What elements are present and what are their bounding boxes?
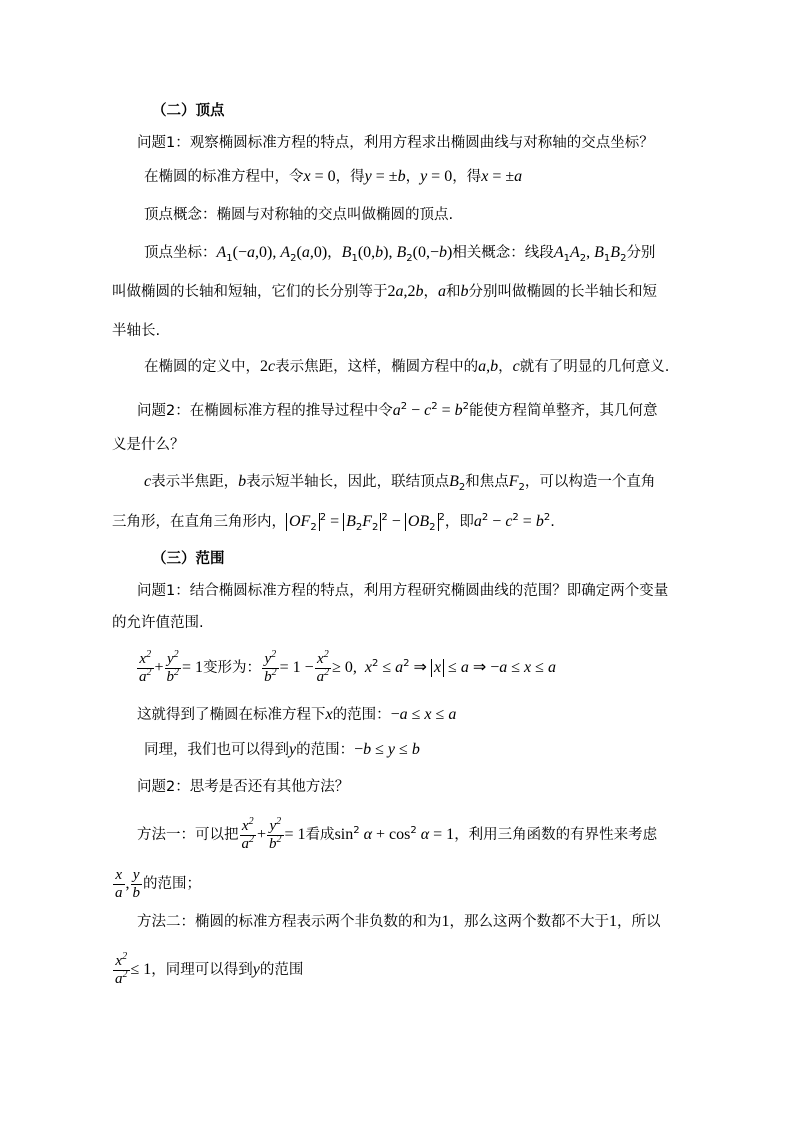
section-heading-range: （三）范围 bbox=[152, 551, 225, 567]
question-2-range: 问题2：思考是否还有其他方法？ bbox=[137, 779, 350, 795]
question-2-vertices-end: 义是什么？ bbox=[112, 437, 185, 453]
y-range-line: 同理，我们也可以得到y的范围：−b ≤ y ≤ b bbox=[144, 741, 420, 758]
right-triangle-line: 三角形，在直角三角形内， $OF_2^2 = B_2F_2^2 - OB_2^2$，即$a^2 - c^2 = b^2$. bbox=[112, 512, 555, 533]
question-1-range-end: 的允许值范围. bbox=[112, 615, 204, 631]
question-1-vertices: 问题1：观察椭圆标准方程的特点，利用方程求出椭圆曲线与对称轴的交点坐标？ bbox=[137, 135, 654, 151]
focal-distance-line: 在椭圆的定义中，2c表示焦距，这样，椭圆方程中的a,b，c就有了明显的几何意义. bbox=[144, 358, 670, 375]
vertex-concept-line: 顶点概念：椭圆与对称轴的交点叫做椭圆的顶点. bbox=[144, 207, 454, 223]
question-1-range: 问题1：结合椭圆标准方程的特点，利用方程研究椭圆曲线的范围？即确定两个变量 bbox=[137, 583, 669, 599]
method-2-line-end: $\frac{x^2}{a^2}$ ≤ 1，同理可以得到y的范围 bbox=[115, 950, 304, 987]
vertex-coordinates-line: 顶点坐标：$A_1(-a,0)$, $A_2(a,0)$，$B_1(0,b)$, $B_2(0,-b)$相关概念：线段$A_1A_2$, $B_1B_2$分别 bbox=[144, 244, 656, 264]
x-range-line: 这就得到了椭圆在标准方程下x的范围：−a ≤ x ≤ a bbox=[137, 706, 457, 723]
vertex-derivation-line: 在椭圆的标准方程中，令x = 0，得y = ±b，y = 0，得x = ±a bbox=[144, 168, 523, 185]
range-transform-line: $\frac{x^2}{a^2}$ + $\frac{y^2}{b^2}$ = 1变形为： $\frac{y^2}{b^2}$ = 1 − $\frac{x^2}{a^2}$ ≥ 0, $x^2 \le a^2$ ⇒ x ≤ a ⇒ −a ≤ x ≤ a bbox=[139, 648, 556, 685]
method-1-line-end: $\frac{x}{a}$ , $\frac{y}{b}$ 的范围； bbox=[115, 866, 201, 901]
method-2-line: 方法二：椭圆的标准方程表示两个非负数的和为1，那么这两个数都不大于1，所以 bbox=[137, 913, 661, 930]
axes-definition-line-end: 半轴长. bbox=[112, 323, 161, 339]
method-1-line: 方法一：可以把 $\frac{x^2}{a^2}$ + $\frac{y^2}{b^2}$ = 1看成$\sin^2 \alpha + \cos^2 \alpha = 1$，利用三角函数的有界性来考虑 bbox=[137, 815, 658, 852]
question-2-vertices: 问题2：在椭圆标准方程的推导过程中令$a^2 - c^2 = b^2$能使方程简单整齐，其几何意 bbox=[137, 401, 658, 419]
answer-line: c表示半焦距，b表示短半轴长，因此，联结顶点$B_2$和焦点$F_2$，可以构造一个直角 bbox=[144, 473, 656, 493]
section-heading-vertices: （二）顶点 bbox=[152, 103, 225, 119]
axes-definition-line: 叫做椭圆的长轴和短轴，它们的长分别等于2a,2b，a和b分别叫做椭圆的长半轴长和短 bbox=[112, 283, 657, 300]
